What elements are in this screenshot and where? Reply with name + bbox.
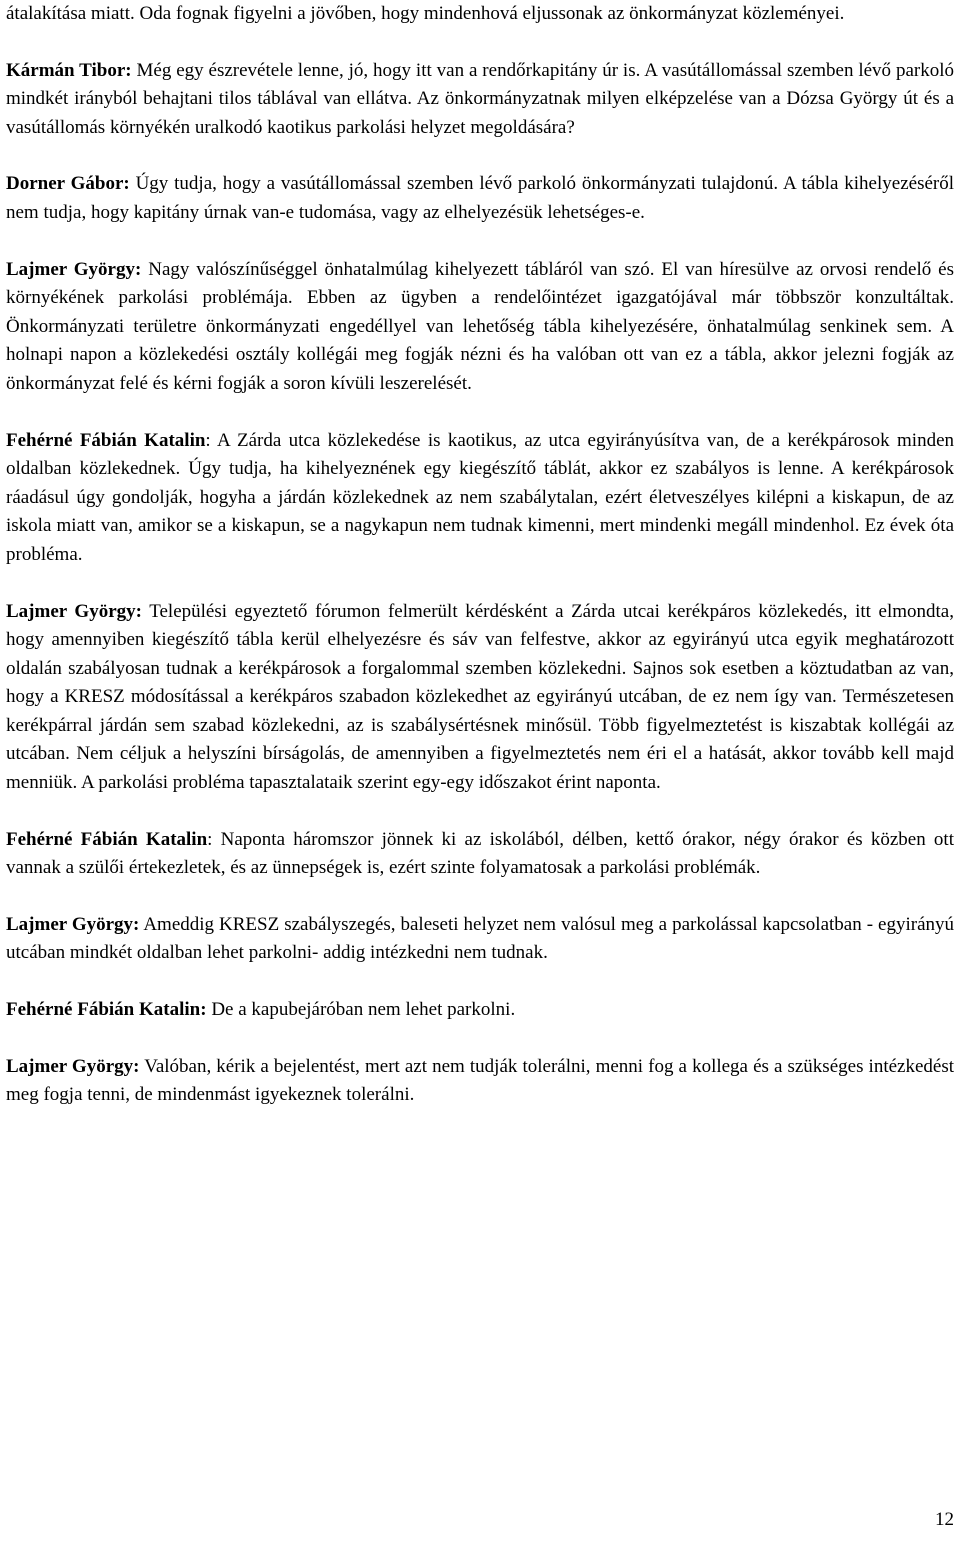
speaker-name: Lajmer György:	[6, 600, 142, 622]
paragraph-text: : A Zárda utca közlekedése is kaotikus, az utca egyirányúsítva van, de a kerékpárosok minden oldalban közlekednek. Úgy tudja, ha kihelyeznének egy kiegészítő táblát, akkor ez szabályos is lenne. A kerékpárosok ráadásul úgy gondolják, hogyha a járdán közlekednek az nem szabálytalan, ezért életveszélyes kilépni a kiskapun, de az iskola miatt van, amikor se a kiskapun, se a nagykapun nem tudnak kimenni, mert mindenki megáll mindenhol. Ez évek óta probléma.	[6, 429, 954, 565]
paragraph-text: átalakítása miatt. Oda fognak figyelni a jövőben, hogy mindenhová eljussonak az önkormányzat közleményei.	[6, 3, 845, 24]
speaker-name: Kármán Tibor:	[6, 59, 132, 81]
paragraph-lajmer-gyorgy-2	[6, 598, 954, 798]
paragraph-feherne-fabian-katalin-3	[6, 996, 954, 1025]
speaker-name: Dorner Gábor:	[6, 173, 130, 195]
paragraph-text: Még egy észrevétele lenne, jó, hogy itt van a rendőrkapitány úr is. A vasútállomással szemben lévő parkoló mindkét irányból behajtani tilos táblával van ellátva. Az önkormányzatnak milyen elképzelése van a Dózsa György út és a vasútállomás környékén uralkodó kaotikus parkolási helyzet megoldására?	[6, 59, 954, 138]
paragraph-text: : Naponta háromszor jönnek ki az iskolából, délben, kettő órakor, négy órakor és közben ott vannak a szülői értekezletek, és az ünnepségek is, ezért szinte folyamatosak a parkolási problémák.	[6, 828, 954, 879]
speaker-name: Fehérné Fábián Katalin	[6, 429, 206, 451]
paragraph-text: Nagy valószínűséggel önhatalmúlag kihelyezett tábláról van szó. El van híresülve az orvosi rendelő és környékének parkolási problémája. Ebben az ügyben a rendelőintézet igazgatójával már többször konzultáltak. Önkormányzati területre önkormányzati engedéllyel van lehetőség tábla kihelyezésére, önhatalmúlag senkinek sem. A holnapi napon a közlekedési osztály kollégái meg fogják nézni és ha valóban ott van ez a tábla, akkor jelezni fogják az önkormányzat felé és kérni fogják a soron kívüli leszerelését.	[6, 258, 955, 394]
page-number: 12	[935, 1509, 954, 1530]
speaker-name: Lajmer György:	[6, 913, 140, 935]
paragraph-lajmer-gyorgy-3	[6, 911, 954, 968]
paragraph-lajmer-gyorgy-4	[6, 1053, 954, 1110]
paragraph-feherne-fabian-katalin-2	[6, 826, 954, 883]
speaker-name: Fehérné Fábián Katalin	[6, 828, 208, 850]
speaker-name: Lajmer György:	[6, 258, 142, 280]
paragraph-karman-tibor	[6, 57, 954, 143]
paragraph-text: Valóban, kérik a bejelentést, mert azt nem tudják tolerálni, menni fog a kollega és a szükséges intézkedést meg fogja tenni, de mindenmást igyekeznek tolerálni.	[6, 1055, 955, 1106]
paragraph-lajmer-gyorgy-1	[6, 256, 954, 399]
paragraph-feherne-fabian-katalin-1	[6, 427, 954, 570]
paragraph-text: Ameddig KRESZ szabályszegés, baleseti helyzet nem valósul meg a parkolással kapcsolatban - egyirányú utcában mindkét oldalban lehet parkolni- addig intézkedni nem tudnak.	[6, 913, 955, 964]
paragraph-dorner-gabor	[6, 170, 954, 227]
paragraph-text: Települési egyeztető fórumon felmerült kérdésként a Zárda utcai kerékpáros közlekedés, itt elmondta, hogy amennyiben kiegészítő tábla kerül elhelyezésre és sáv van felfestve, akkor az egyirányú utca egyik meghatározott oldalán szabályosan tudnak a kerékpárosok a forgalommal szemben közlekedni. Sajnos sok esetben a köztudatban az van, hogy a KRESZ módosítással a kerékpáros szabadon közlekedhet az egyirányú utcában, de ez nem így van. Természetesen kerékpárral járdán sem szabad közlekedni, az is szabálysértésnek minősül. Több figyelmeztetést is kiszabtak kollégái az utcában. Nem céljuk a helyszíni bírságolás, de amennyiben a figyelmeztetés nem éri el a hatását, akkor tovább kell majd menniük. A parkolási probléma tapasztalataik szerint egy-egy időszakot érint naponta.	[6, 600, 954, 794]
document-body	[6, 0, 954, 1138]
speaker-name: Lajmer György:	[6, 1055, 140, 1077]
speaker-name: Fehérné Fábián Katalin:	[6, 999, 207, 1021]
paragraph-text: De a kapubejáróban nem lehet parkolni.	[206, 999, 516, 1021]
paragraph-continuation	[6, 0, 954, 29]
paragraph-text: Úgy tudja, hogy a vasútállomással szemben lévő parkoló önkormányzati tulajdonú. A tábla kihelyezéséről nem tudja, hogy kapitány úrnak van-e tudomása, vagy az elhelyezésük lehetséges-e.	[6, 173, 954, 223]
